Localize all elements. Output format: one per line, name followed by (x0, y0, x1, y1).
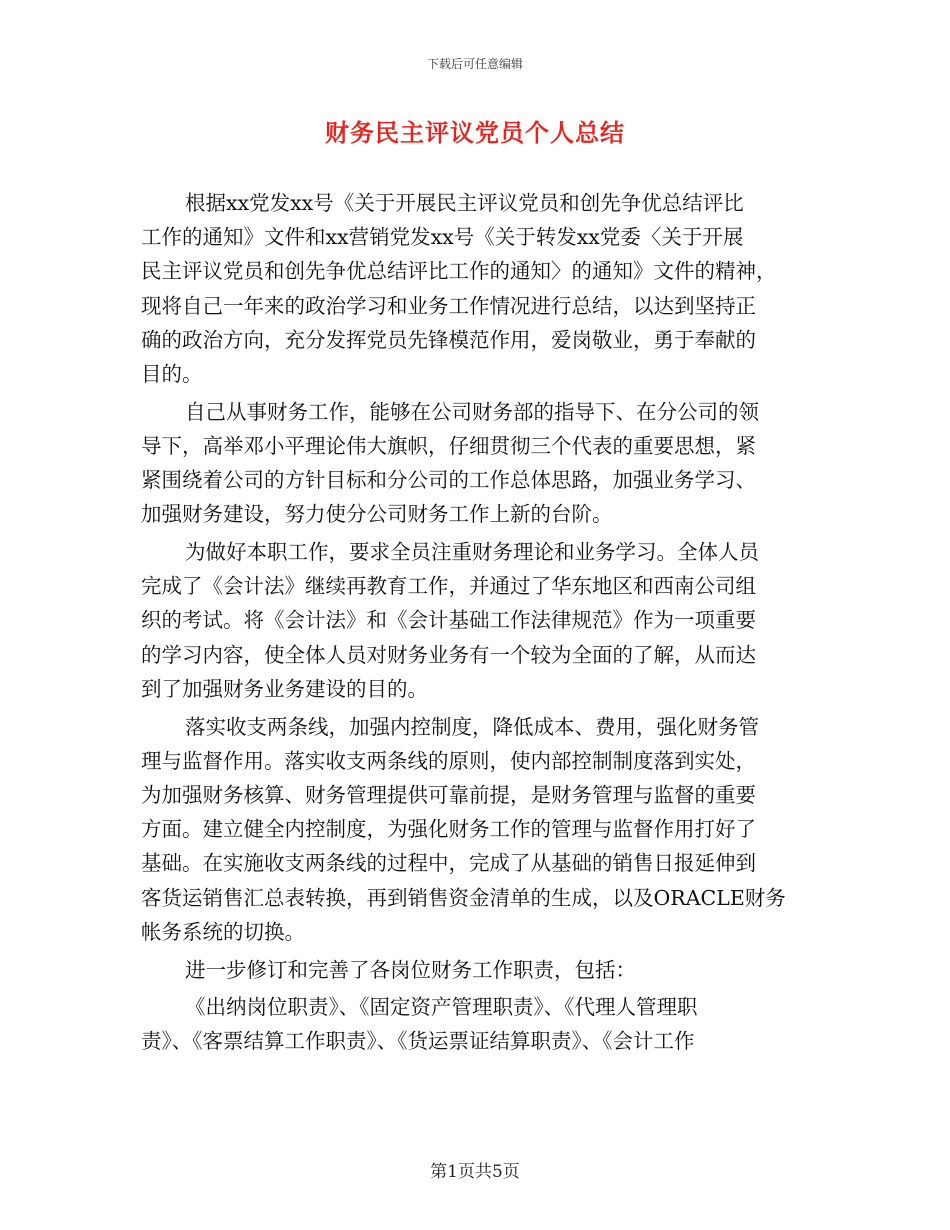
body-line: 加强财务建设，努力使分公司财务工作上新的台阶。 (141, 502, 613, 527)
body-line: 基础。在实施收支两条线的过程中，完成了从基础的销售日报延伸到 (141, 851, 756, 876)
body-line: 到了加强财务业务建设的目的。 (141, 676, 428, 701)
body-line: 现将自己一年来的政治学习和业务工作情况进行总结，以达到坚持正 (141, 293, 756, 318)
header-note: 下载后可任意编辑 (426, 57, 523, 71)
body-line: 根据xx党发xx号《关于开展民主评议党员和创先争优总结评比 (185, 191, 744, 215)
body-line: 为加强财务核算、财务管理提供可靠前提，是财务管理与监督的重要 (141, 782, 756, 807)
body-line: 目的。 (141, 361, 203, 386)
body-line: 为做好本职工作，要求全员注重财务理论和业务学习。全体人员 (185, 540, 759, 565)
body-line: 进一步修订和完善了各岗位财务工作职责，包括： (185, 957, 636, 982)
body-line: 民主评议党员和创先争优总结评比工作的通知〉的通知》文件的精神， (141, 259, 777, 284)
body-line: 自己从事财务工作，能够在公司财务部的指导下、在分公司的领 (185, 399, 759, 424)
body-line: 织的考试。将《会计法》和《会计基础工作法律规范》作为一项重要 (141, 608, 756, 633)
body-line: 落实收支两条线，加强内控制度，降低成本、费用，强化财务管 (185, 714, 759, 739)
body-line: 导下，高举邓小平理论伟大旗帜，仔细贯彻三个代表的重要思想，紧 (141, 433, 756, 458)
document-title: 财务民主评议党员个人总结 (325, 119, 625, 147)
body-line: 工作的通知》文件和xx营销党发xx号《关于转发xx党委〈关于开展 (141, 225, 744, 250)
body-line: 客货运销售汇总表转换，再到销售资金清单的生成，以及ORACLE财务 (141, 885, 786, 910)
body-line: 的学习内容，使全体人员对财务业务有一个较为全面的了解，从而达 (141, 642, 756, 667)
document-body (141, 186, 809, 1059)
body-line: 紧围绕着公司的方针目标和分公司的工作总体思路，加强业务学习、 (141, 468, 756, 493)
body-line: 完成了《会计法》继续再教育工作，并通过了华东地区和西南公司组 (141, 574, 756, 599)
body-line: 理与监督作用。落实收支两条线的原则，使内部控制制度落到实处， (141, 748, 756, 773)
body-line: 责》、《客票结算工作职责》、《货运票证结算职责》、《会计工作 (141, 1029, 695, 1054)
body-line: 《出纳岗位职责》、《固定资产管理职责》、《代理人管理职 (185, 995, 698, 1020)
body-line: 方面。建立健全内控制度，为强化财务工作的管理与监督作用打好了 (141, 817, 756, 842)
body-line: 帐务系统的切换。 (141, 919, 305, 944)
page-footer: 第1页共5页 (430, 1162, 520, 1182)
body-line: 确的政治方向，充分发挥党员先锋模范作用，爱岗敬业，勇于奉献的 (141, 327, 756, 352)
